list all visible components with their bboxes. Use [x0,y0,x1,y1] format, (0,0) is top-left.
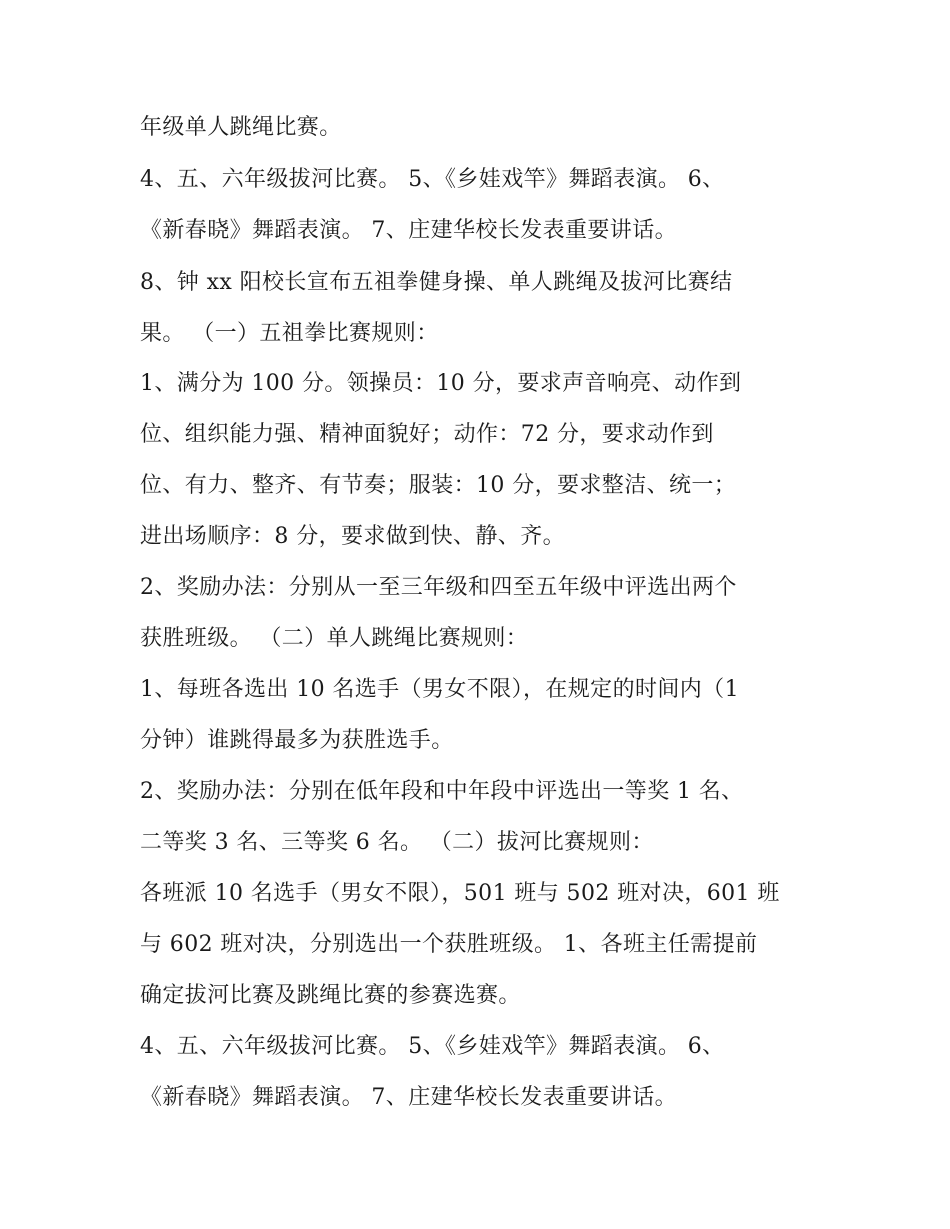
text-line-13: 分钟）谁跳得最多为获胜选手。 [140,728,454,753]
text-line-4: 8、钟 xx 阳校长宣布五祖拳健身操、单人跳绳及拔河比赛结 [140,270,733,295]
text-line-1: 年级单人跳绳比赛。 [140,115,342,140]
text-line-8: 位、有力、整齐、有节奏；服装：10 分，要求整洁、统一； [140,473,737,498]
text-line-19: 4、五、六年级拔河比赛。 5、《乡娃戏竿》舞蹈表演。 6、 [140,1034,725,1059]
text-line-17: 与 602 班对决，分别选出一个获胜班级。 1、各班主任需提前 [140,932,758,957]
text-line-5: 果。 （一）五祖拳比赛规则： [140,321,439,346]
text-line-3: 《新春晓》舞蹈表演。 7、庄建华校长发表重要讲话。 [140,218,677,243]
text-line-7: 位、组织能力强、精神面貌好；动作：72 分，要求动作到 [140,422,714,447]
text-line-12: 1、每班各选出 10 名选手（男女不限），在规定的时间内（1 [140,677,739,702]
text-line-11: 获胜班级。 （二）单人跳绳比赛规则： [140,626,529,651]
text-line-14: 2、奖励办法：分别在低年段和中年段中评选出一等奖 1 名、 [140,779,744,804]
text-line-15: 二等奖 3 名、三等奖 6 名。 （二）拔河比赛规则： [140,830,654,855]
text-line-20: 《新春晓》舞蹈表演。 7、庄建华校长发表重要讲话。 [140,1085,677,1110]
text-line-18: 确定拔河比赛及跳绳比赛的参赛选赛。 [140,983,521,1008]
text-line-9: 进出场顺序：8 分，要求做到快、静、齐。 [140,524,565,549]
text-line-10: 2、奖励办法：分别从一至三年级和四至五年级中评选出两个 [140,575,737,600]
text-line-2: 4、五、六年级拔河比赛。 5、《乡娃戏竿》舞蹈表演。 6、 [140,167,725,192]
text-line-16: 各班派 10 名选手（男女不限），501 班与 502 班对决，601 班 [140,881,780,906]
text-line-6: 1、满分为 100 分。领操员：10 分，要求声音响亮、动作到 [140,371,742,396]
